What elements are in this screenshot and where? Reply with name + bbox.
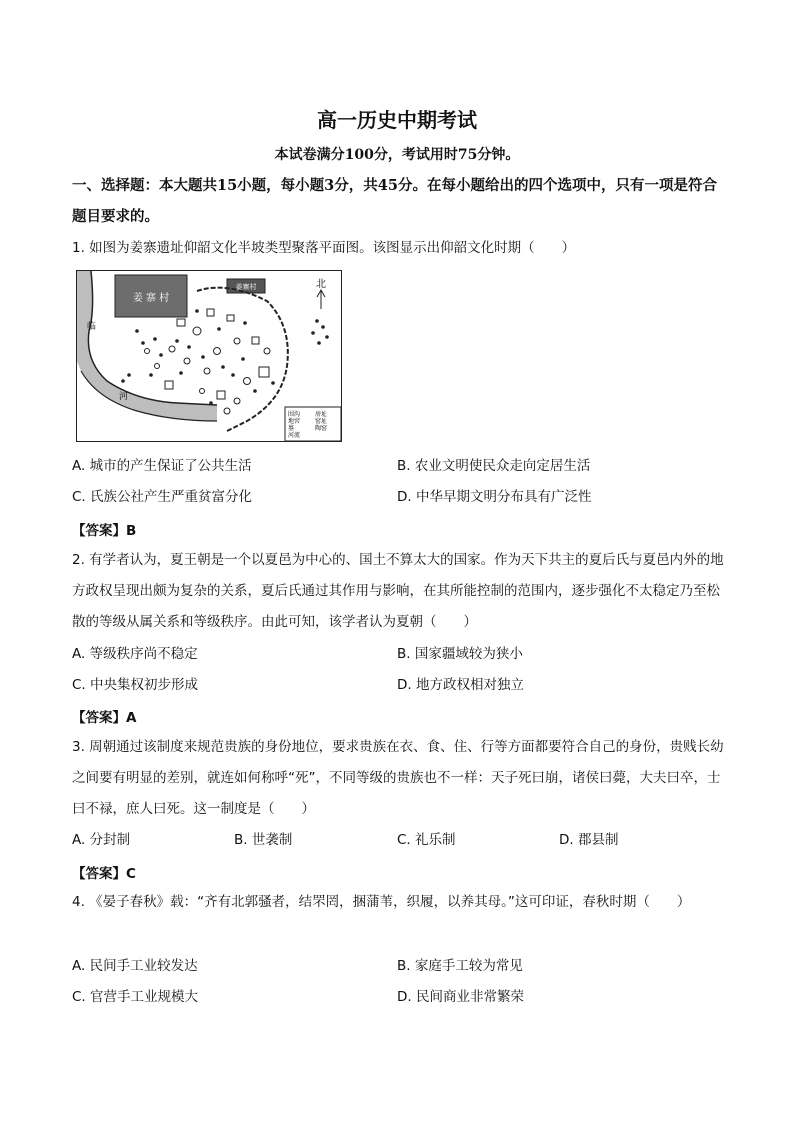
settlement-map-figure [76, 270, 342, 442]
question-1-stem: 1. 如图为姜寨遗址仰韶文化半坡类型聚落平面图。该图显示出仰韶文化时期（ ） [72, 240, 576, 256]
question-4-stem: 4. 《晏子春秋》载：“齐有北郭骚者，结罘罔，捆蒲苇，织履，以养其母。”这可印证，春秋时期（ ） [72, 894, 691, 910]
exam-subtitle: 本试卷满分100分，考试用时75分钟。 [274, 147, 520, 163]
question-1-option-a[interactable]: A. 城市的产生保证了公共生活 [72, 458, 252, 474]
question-1-answer: 【答案】B [72, 523, 137, 539]
river-label-1: 临 [87, 322, 97, 332]
question-3-stem: 3. 周朝通过该制度来规范贵族的身份地位，要求贵族在衣、食、住、行等方面都要符合自己的身份，贵贱长幼之间要有明显的差别，就连如何称呼“死”，不同等级的贵族也不一样：天子死曰崩，诸侯曰薨，大夫曰卒，士曰不禄，庶人曰死。这一制度是（ ） [72, 739, 724, 817]
question-2-option-c[interactable]: C. 中央集权初步形成 [72, 677, 199, 693]
legend-item: 房址 [315, 411, 328, 418]
village-label: 姜 寨 村 [132, 293, 170, 304]
legend-item: 窑址 [315, 418, 328, 425]
question-1-option-c[interactable]: C. 氏族公社产生严重贫富分化 [72, 489, 253, 505]
question-4-option-a[interactable]: A. 民间手工业较发达 [72, 958, 198, 974]
north-label: 北 [316, 279, 326, 290]
question-4-option-d[interactable]: D. 民间商业非常繁荣 [397, 989, 524, 1005]
pit-marks [121, 309, 329, 405]
legend-item: 河流 [288, 432, 301, 439]
question-3-option-c[interactable]: C. 礼乐制 [397, 832, 456, 848]
question-2-option-b[interactable]: B. 国家疆域较为狭小 [397, 646, 523, 662]
question-3-option-b[interactable]: B. 世袭制 [234, 832, 293, 848]
legend-item: 围沟 [288, 411, 301, 418]
dwelling-marks [145, 309, 271, 414]
legend-item: 陶窑 [315, 425, 328, 432]
question-3-option-a[interactable]: A. 分封制 [72, 832, 131, 848]
legend-item: 地窖 [288, 418, 301, 425]
settlement-map [77, 271, 342, 442]
question-2-stem: 2. 有学者认为，夏王朝是一个以夏邑为中心的、国土不算太大的国家。作为天下共主的夏后氏与夏邑内外的地方政权呈现出颇为复杂的关系，夏后氏通过其作用与影响，在其所能控制的范围内，逐步强化不太稳定乃至松散的等级从属关系和等级秩序。由此可知，该学者认为夏朝（ ） [72, 552, 724, 630]
legend-item: 墓 [288, 425, 295, 432]
question-2-answer: 【答案】A [72, 710, 137, 726]
question-3-option-d[interactable]: D. 郡县制 [559, 832, 619, 848]
question-1-option-b[interactable]: B. 农业文明使民众走向定居生活 [397, 458, 591, 474]
question-1-option-d[interactable]: D. 中华早期文明分布具有广泛性 [397, 489, 592, 505]
page-title: 高一历史中期考试 [317, 108, 477, 132]
question-4-option-c[interactable]: C. 官营手工业规模大 [72, 989, 199, 1005]
small-village-label: 姜寨村 [235, 283, 257, 291]
question-2-option-d[interactable]: D. 地方政权相对独立 [397, 677, 524, 693]
question-3-answer: 【答案】C [72, 866, 136, 882]
question-2-option-a[interactable]: A. 等级秩序尚不稳定 [72, 646, 198, 662]
river-label-2: 河 [119, 392, 129, 402]
question-4-option-b[interactable]: B. 家庭手工较为常见 [397, 958, 523, 974]
section-heading: 一、选择题：本大题共15小题，每小题3分，共45分。在每小题给出的四个选项中，只有一项是符合题目要求的。 [72, 177, 717, 225]
